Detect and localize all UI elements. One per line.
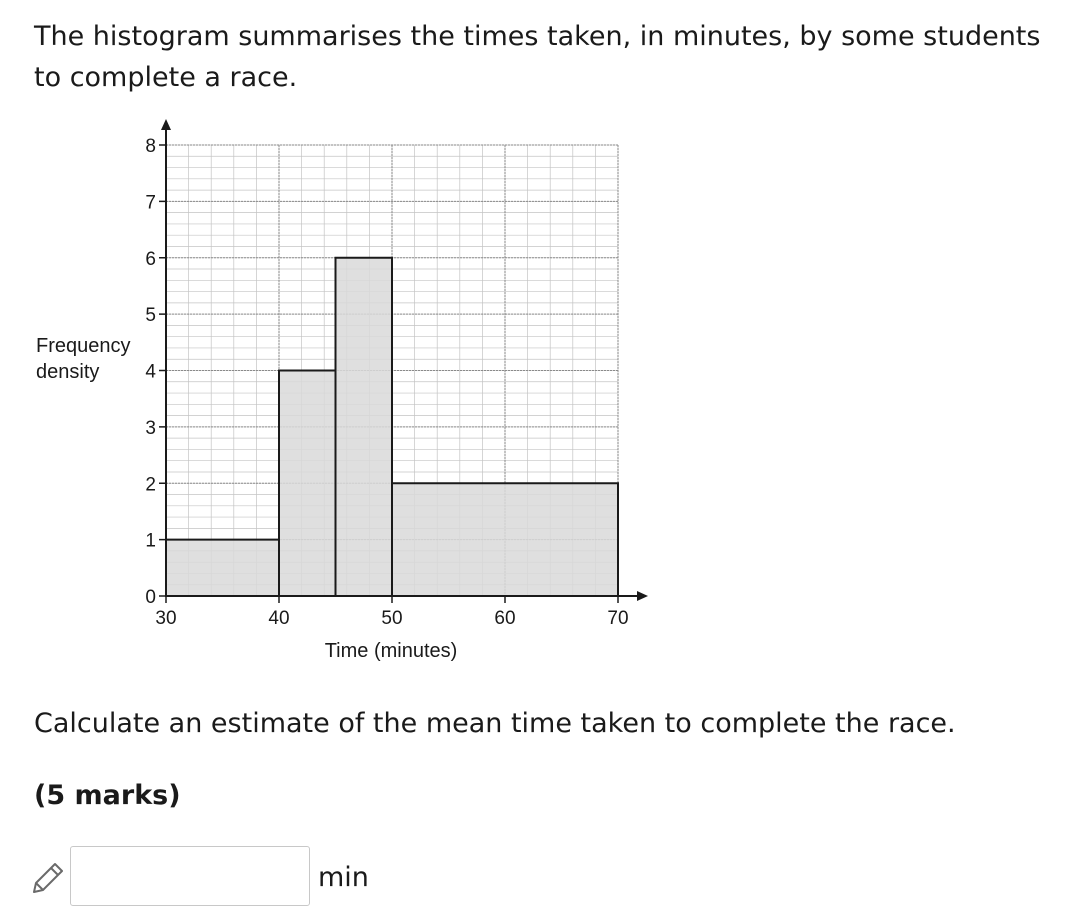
histogram-chart bbox=[0, 115, 700, 675]
x-tick-label: 70 bbox=[607, 608, 629, 629]
histogram-bar bbox=[336, 258, 393, 596]
y-tick-label: 0 bbox=[145, 587, 156, 608]
y-axis-arrow bbox=[161, 119, 171, 130]
y-tick-label: 5 bbox=[145, 305, 156, 327]
marks-label: (5 marks) bbox=[34, 780, 181, 811]
y-tick-label: 4 bbox=[145, 361, 156, 383]
histogram-bar bbox=[279, 371, 336, 597]
question-intro: The histogram summarises the times taken, in minutes, by some students to complete a race. bbox=[34, 21, 1041, 93]
y-tick-label: 8 bbox=[145, 136, 156, 157]
x-tick-label: 30 bbox=[155, 608, 177, 629]
x-tick-label: 40 bbox=[268, 608, 290, 629]
y-tick-label: 6 bbox=[145, 248, 156, 270]
answer-row bbox=[30, 846, 369, 902]
question-task: Calculate an estimate of the mean time taken to complete the race. bbox=[34, 708, 956, 739]
x-axis-arrow bbox=[637, 591, 648, 601]
y-axis-label-line1: Frequency bbox=[36, 335, 131, 357]
y-tick-label: 2 bbox=[145, 474, 156, 496]
y-tick-label: 1 bbox=[145, 530, 156, 552]
x-tick-label: 60 bbox=[494, 608, 516, 629]
y-tick-label: 7 bbox=[145, 192, 156, 214]
y-ticks bbox=[145, 136, 166, 608]
histogram-bar bbox=[166, 540, 279, 596]
x-tick-label: 50 bbox=[381, 608, 403, 629]
y-axis-label-line2: density bbox=[36, 361, 100, 383]
y-tick-label: 3 bbox=[145, 417, 156, 439]
x-ticks bbox=[155, 596, 628, 629]
answer-unit: min bbox=[318, 862, 369, 893]
answer-input[interactable] bbox=[70, 846, 310, 906]
histogram-bar bbox=[392, 483, 618, 596]
x-axis-label: Time (minutes) bbox=[324, 640, 458, 662]
pencil-icon bbox=[30, 860, 66, 896]
